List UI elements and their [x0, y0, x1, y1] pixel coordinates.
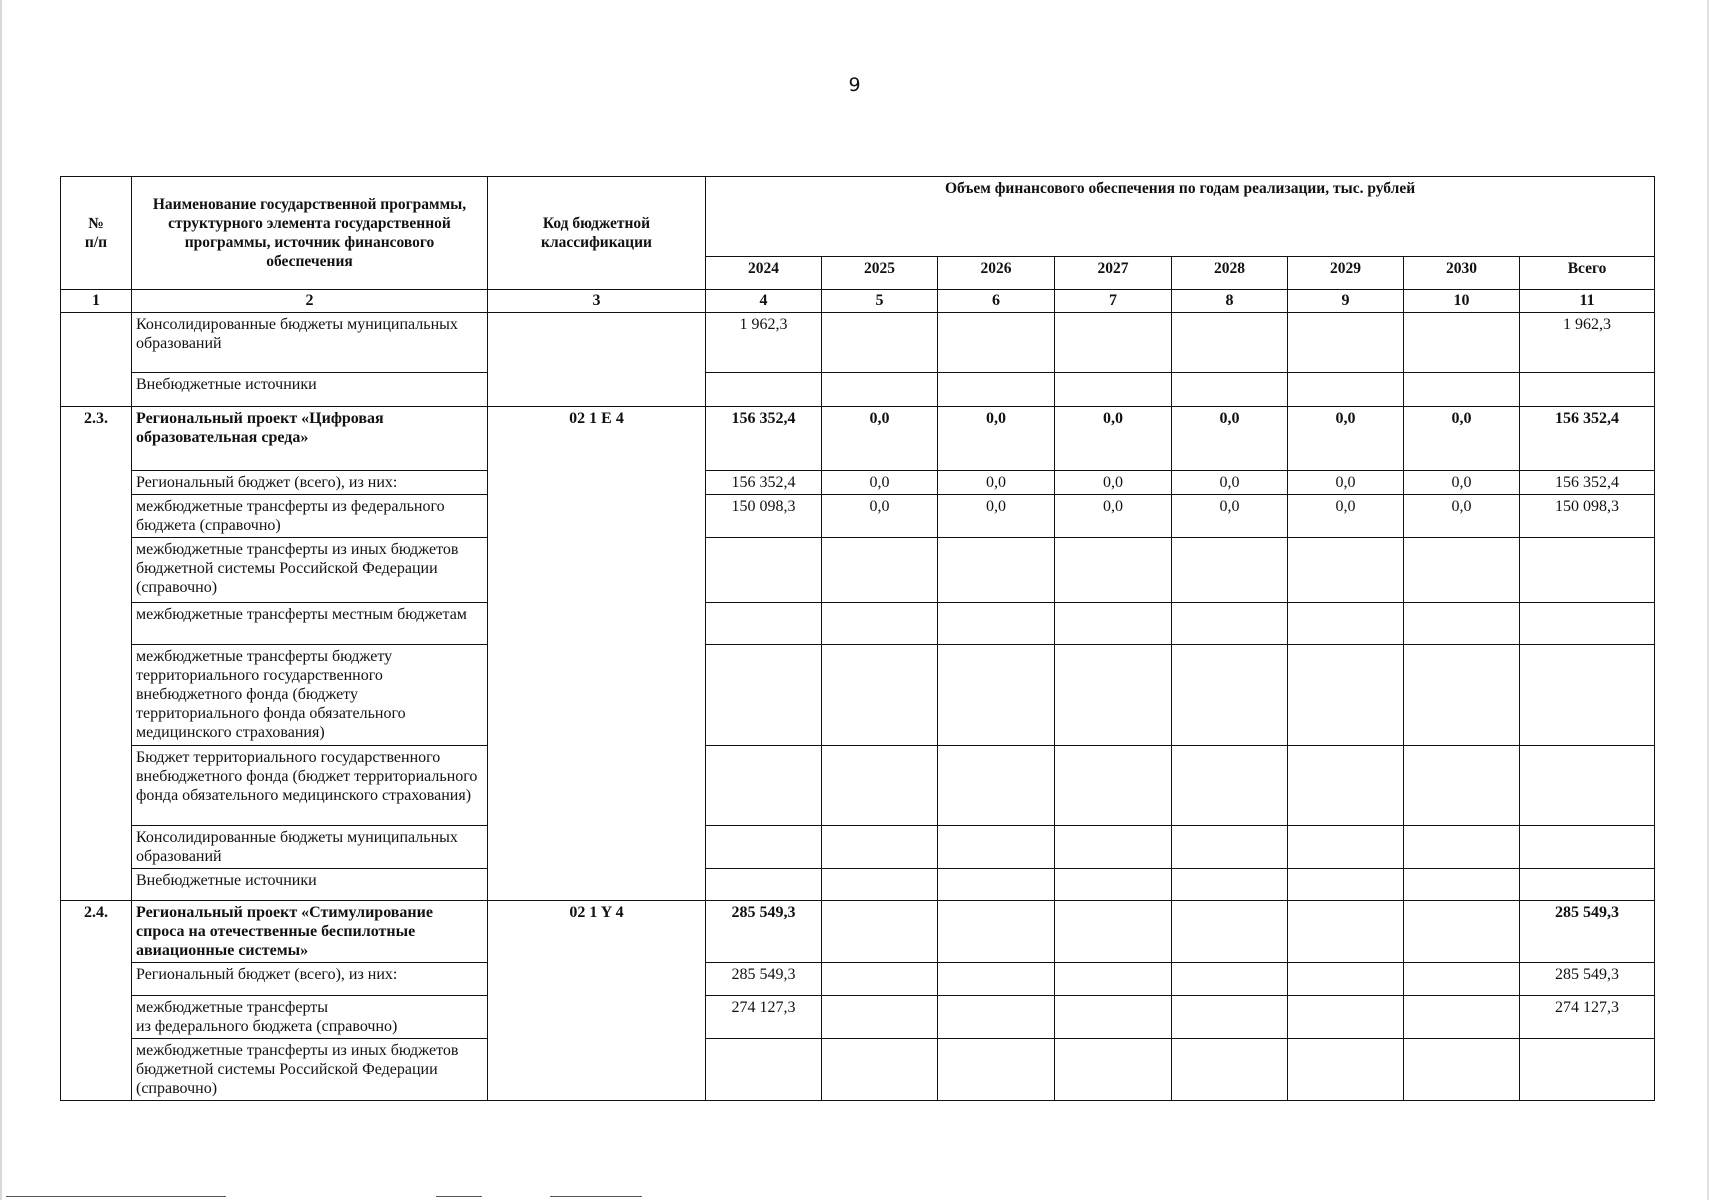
- value-cell: [1404, 313, 1520, 373]
- row-name: межбюджетные трансферты местным бюджетам: [132, 603, 488, 645]
- value-cell: [1404, 645, 1520, 746]
- value-cell: [1172, 645, 1288, 746]
- value-cell: [1404, 996, 1520, 1039]
- value-cell: [822, 538, 938, 603]
- table-row: [61, 901, 1655, 963]
- row-name: Консолидированные бюджеты муниципальных образований: [132, 826, 488, 869]
- value-cell: [1288, 538, 1404, 603]
- value-cell: [1055, 826, 1172, 869]
- value-cell: [938, 869, 1055, 901]
- row-name: Внебюджетные источники: [132, 869, 488, 901]
- page-number: 9: [848, 74, 861, 96]
- table-row: [61, 373, 1655, 407]
- value-cell: [706, 645, 822, 746]
- value-cell: 0,0: [1055, 407, 1172, 471]
- value-cell: [1055, 373, 1172, 407]
- value-cell: [1172, 869, 1288, 901]
- column-number: 1: [61, 290, 132, 313]
- value-cell: [1172, 1039, 1288, 1101]
- value-cell: [822, 869, 938, 901]
- table-row: [61, 645, 1655, 746]
- value-cell: 0,0: [1288, 471, 1404, 495]
- header-volume: Объем финансового обеспечения по годам реализации, тыс. рублей: [706, 177, 1655, 257]
- total-cell: 156 352,4: [1520, 471, 1655, 495]
- value-cell: [1288, 1039, 1404, 1101]
- value-cell: 0,0: [1055, 471, 1172, 495]
- table-row: [61, 746, 1655, 826]
- value-cell: [1404, 826, 1520, 869]
- value-cell: 0,0: [1404, 407, 1520, 471]
- value-cell: 0,0: [1055, 495, 1172, 538]
- value-cell: [938, 373, 1055, 407]
- table-row: [61, 538, 1655, 603]
- value-cell: [706, 869, 822, 901]
- column-numbers-row: [61, 290, 1655, 313]
- value-cell: [706, 1039, 822, 1101]
- value-cell: [822, 313, 938, 373]
- value-cell: [1055, 603, 1172, 645]
- value-cell: [938, 996, 1055, 1039]
- header-name: Наименование государственной программы, структурного элемента государственной программы, источник финансового обеспечения: [132, 177, 488, 290]
- total-cell: [1520, 538, 1655, 603]
- value-cell: [822, 603, 938, 645]
- value-cell: [1172, 373, 1288, 407]
- value-cell: 0,0: [822, 407, 938, 471]
- section-number: 2.4.: [61, 901, 132, 1101]
- value-cell: [706, 746, 822, 826]
- row-name: Консолидированные бюджеты муниципальных образований: [132, 313, 488, 373]
- total-cell: 285 549,3: [1520, 963, 1655, 996]
- header-year: 2027: [1055, 257, 1172, 290]
- table-row: [61, 963, 1655, 996]
- value-cell: [1404, 869, 1520, 901]
- budget-code: [488, 313, 706, 407]
- value-cell: [1288, 603, 1404, 645]
- value-cell: [938, 538, 1055, 603]
- value-cell: 0,0: [1288, 495, 1404, 538]
- table-row: [61, 313, 1655, 373]
- column-number: 8: [1172, 290, 1288, 313]
- row-name: Региональный бюджет (всего), из них:: [132, 471, 488, 495]
- column-number: 10: [1404, 290, 1520, 313]
- table-row: [61, 869, 1655, 901]
- value-cell: [1172, 746, 1288, 826]
- value-cell: [1055, 313, 1172, 373]
- value-cell: [938, 826, 1055, 869]
- value-cell: [1055, 901, 1172, 963]
- total-cell: [1520, 603, 1655, 645]
- value-cell: [1404, 746, 1520, 826]
- value-cell: [938, 963, 1055, 996]
- table-row: [61, 996, 1655, 1039]
- column-number: 5: [822, 290, 938, 313]
- value-cell: [1172, 901, 1288, 963]
- column-number: 11: [1520, 290, 1655, 313]
- total-cell: [1520, 1039, 1655, 1101]
- value-cell: [1055, 538, 1172, 603]
- table-row: [61, 407, 1655, 471]
- header-year: 2024: [706, 257, 822, 290]
- value-cell: [1172, 963, 1288, 996]
- value-cell: [938, 1039, 1055, 1101]
- value-cell: [1288, 313, 1404, 373]
- header-year: 2026: [938, 257, 1055, 290]
- value-cell: [938, 603, 1055, 645]
- budget-code: 02 1 Y 4: [488, 901, 706, 1101]
- section-number: 2.3.: [61, 407, 132, 901]
- row-name: Внебюджетные источники: [132, 373, 488, 407]
- value-cell: [1404, 538, 1520, 603]
- value-cell: [1288, 645, 1404, 746]
- total-cell: 285 549,3: [1520, 901, 1655, 963]
- value-cell: [1055, 1039, 1172, 1101]
- row-name: межбюджетные трансферты из иных бюджетов бюджетной системы Российской Федерации (справочно): [132, 1039, 488, 1101]
- value-cell: [822, 645, 938, 746]
- row-name: Региональный проект «Стимулирование спроса на отечественные беспилотные авиационные системы»: [132, 901, 488, 963]
- header-num: № п/п: [61, 177, 132, 290]
- value-cell: 0,0: [1172, 495, 1288, 538]
- value-cell: [1055, 746, 1172, 826]
- budget-code: 02 1 Е 4: [488, 407, 706, 901]
- table-row: [61, 603, 1655, 645]
- value-cell: [1055, 645, 1172, 746]
- value-cell: [706, 538, 822, 603]
- total-cell: 150 098,3: [1520, 495, 1655, 538]
- value-cell: [1288, 373, 1404, 407]
- value-cell: [1055, 869, 1172, 901]
- value-cell: [938, 313, 1055, 373]
- value-cell: [1404, 373, 1520, 407]
- value-cell: 0,0: [822, 495, 938, 538]
- value-cell: 285 549,3: [706, 901, 822, 963]
- value-cell: 285 549,3: [706, 963, 822, 996]
- value-cell: [938, 746, 1055, 826]
- value-cell: [1404, 603, 1520, 645]
- total-cell: [1520, 373, 1655, 407]
- value-cell: [706, 603, 822, 645]
- row-name: Региональный проект «Цифровая образовательная среда»: [132, 407, 488, 471]
- column-number: 9: [1288, 290, 1404, 313]
- value-cell: [1055, 996, 1172, 1039]
- value-cell: [1288, 869, 1404, 901]
- column-number: 6: [938, 290, 1055, 313]
- scan-artifact: [550, 1196, 642, 1197]
- value-cell: [1055, 963, 1172, 996]
- value-cell: [1172, 603, 1288, 645]
- value-cell: [822, 746, 938, 826]
- value-cell: 1 962,3: [706, 313, 822, 373]
- value-cell: [938, 645, 1055, 746]
- header-year: 2025: [822, 257, 938, 290]
- total-cell: 1 962,3: [1520, 313, 1655, 373]
- column-number: 3: [488, 290, 706, 313]
- value-cell: 156 352,4: [706, 407, 822, 471]
- value-cell: 274 127,3: [706, 996, 822, 1039]
- value-cell: [1404, 901, 1520, 963]
- table-row: [61, 471, 1655, 495]
- row-name: межбюджетные трансферты бюджету территориального государственного внебюджетного фонда (бюджету территориального фонда обязательного медицинского страхования): [132, 645, 488, 746]
- value-cell: [706, 373, 822, 407]
- column-number: 2: [132, 290, 488, 313]
- value-cell: 0,0: [1404, 471, 1520, 495]
- value-cell: [1288, 901, 1404, 963]
- financing-table: [60, 176, 1655, 1101]
- value-cell: [1288, 746, 1404, 826]
- table-row: [61, 826, 1655, 869]
- value-cell: 150 098,3: [706, 495, 822, 538]
- value-cell: [822, 996, 938, 1039]
- header-year: 2030: [1404, 257, 1520, 290]
- scan-artifact: [6, 1196, 226, 1197]
- value-cell: 0,0: [1288, 407, 1404, 471]
- value-cell: [822, 963, 938, 996]
- column-number: 4: [706, 290, 822, 313]
- value-cell: 0,0: [1172, 407, 1288, 471]
- value-cell: [822, 826, 938, 869]
- value-cell: [1172, 313, 1288, 373]
- row-name: межбюджетные трансферты из иных бюджетов бюджетной системы Российской Федерации (справочно): [132, 538, 488, 603]
- total-cell: [1520, 869, 1655, 901]
- value-cell: [822, 901, 938, 963]
- value-cell: [1404, 1039, 1520, 1101]
- value-cell: 0,0: [822, 471, 938, 495]
- table-row: [61, 495, 1655, 538]
- header-total: Всего: [1520, 257, 1655, 290]
- total-cell: [1520, 826, 1655, 869]
- value-cell: [1172, 996, 1288, 1039]
- total-cell: [1520, 746, 1655, 826]
- value-cell: [822, 373, 938, 407]
- row-name: межбюджетные трансферты из федерального бюджета (справочно): [132, 495, 488, 538]
- value-cell: 156 352,4: [706, 471, 822, 495]
- value-cell: 0,0: [1172, 471, 1288, 495]
- value-cell: [822, 1039, 938, 1101]
- value-cell: [1172, 538, 1288, 603]
- total-cell: [1520, 645, 1655, 746]
- column-number: 7: [1055, 290, 1172, 313]
- value-cell: [1288, 996, 1404, 1039]
- value-cell: 0,0: [938, 495, 1055, 538]
- row-name: межбюджетные трансферты из федерального бюджета (справочно): [132, 996, 488, 1039]
- scan-edge: [0, 0, 2, 1200]
- value-cell: [1288, 963, 1404, 996]
- total-cell: 156 352,4: [1520, 407, 1655, 471]
- value-cell: [706, 826, 822, 869]
- row-name: Бюджет территориального государственного внебюджетного фонда (бюджет территориального фонда обязательного медицинского страхования): [132, 746, 488, 826]
- value-cell: [1404, 963, 1520, 996]
- value-cell: 0,0: [938, 471, 1055, 495]
- section-number: [61, 313, 132, 407]
- total-cell: 274 127,3: [1520, 996, 1655, 1039]
- header-year: 2028: [1172, 257, 1288, 290]
- value-cell: 0,0: [938, 407, 1055, 471]
- scan-artifact: [436, 1196, 482, 1197]
- header-code: Код бюджетной классификации: [488, 177, 706, 290]
- value-cell: [1172, 826, 1288, 869]
- value-cell: [1288, 826, 1404, 869]
- table-row: [61, 1039, 1655, 1101]
- header-year: 2029: [1288, 257, 1404, 290]
- value-cell: [938, 901, 1055, 963]
- row-name: Региональный бюджет (всего), из них:: [132, 963, 488, 996]
- value-cell: 0,0: [1404, 495, 1520, 538]
